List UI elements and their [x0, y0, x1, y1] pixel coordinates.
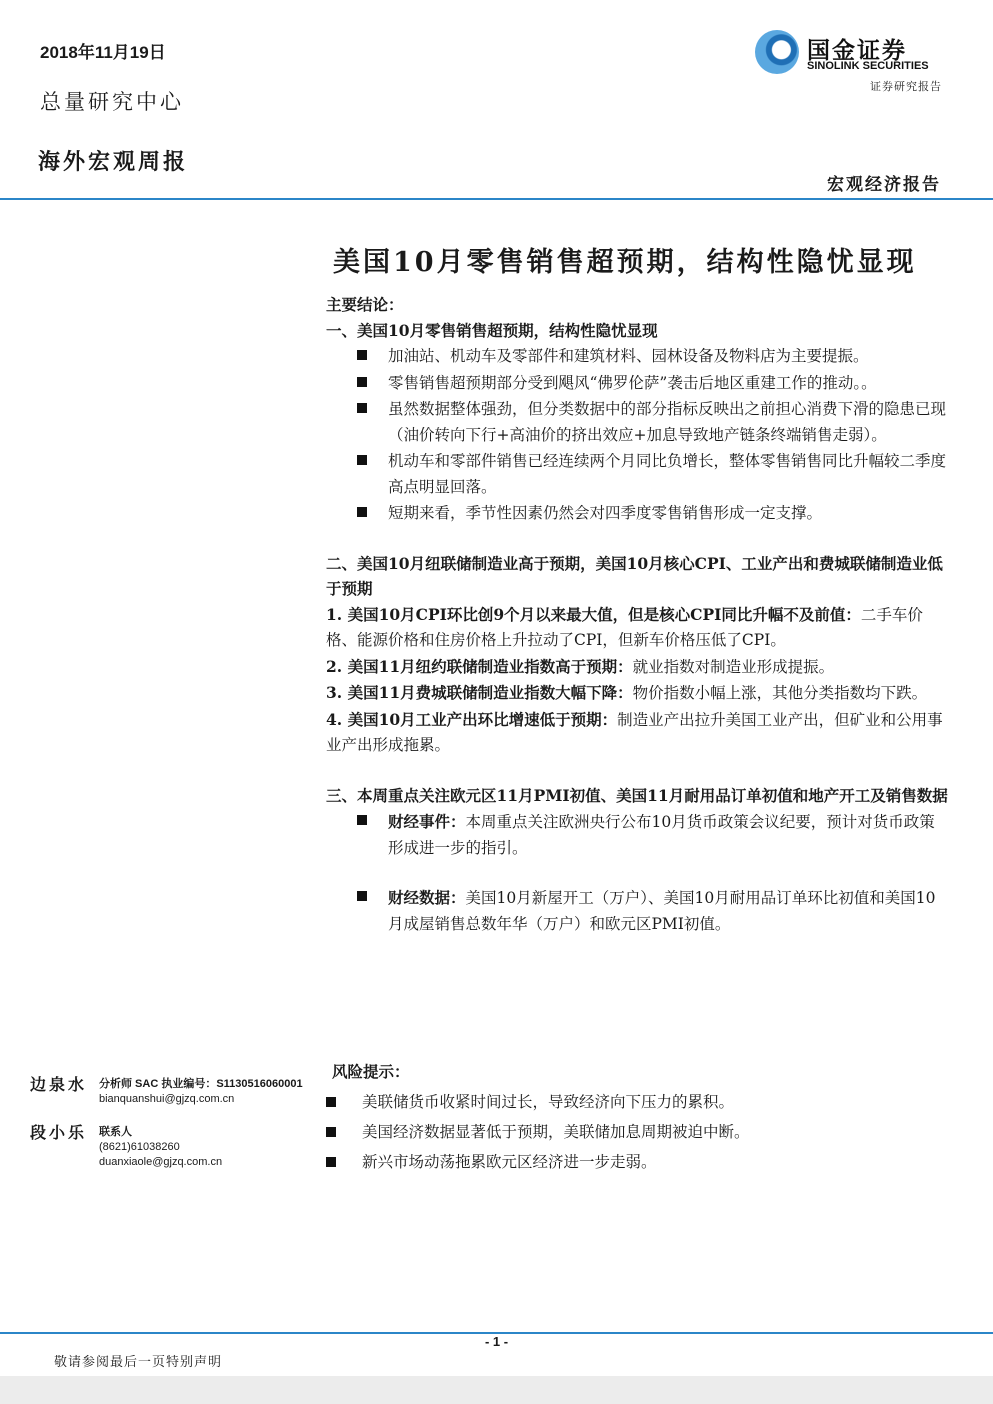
list-item: 美联储货币收紧时间过长，导致经济向下压力的累积。	[326, 1087, 948, 1117]
contact-info: 联系人 (8621)61038260 duanxiaole@gjzq.com.cn	[99, 1126, 223, 1168]
list-item: 加油站、机动车及零部件和建筑材料、园林设备及物料店为主要提振。	[326, 344, 948, 370]
list-item: 财经数据：美国10月新屋开工（万户）、美国10月耐用品订单环比初值和美国10月成屋销售总数年华（万户）和欧元区PMI初值。	[326, 885, 948, 937]
section-3-heading: 三、本周重点关注欧元区11月PMI初值、美国11月耐用品订单初值和地产开工及销售数据	[326, 785, 948, 805]
bullet-square-icon	[357, 350, 367, 360]
main-conclusions	[326, 292, 948, 937]
report-title: 美国10月零售销售超预期，结构性隐忧显现	[333, 247, 917, 278]
list-item: 1. 美国10月CPI环比创9个月以来最大值，但是核心CPI同比升幅不及前值：二手车价格、能源价格和住房价格上升拉动了CPI，但新车价格压低了CPI。	[326, 604, 923, 649]
logo-english-name: SINOLINK SECURITIES	[807, 60, 929, 72]
list-item: 3. 美国11月费城联储制造业指数大幅下降：物价指数小幅上涨，其他分类指数均下跌。	[326, 683, 928, 702]
section-1-heading: 一、美国10月零售销售超预期，结构性隐忧显现	[326, 320, 658, 340]
footer-disclaimer: 敬请参阅最后一页特别声明	[54, 1355, 223, 1370]
list-item: 4. 美国10月工业产出环比增速低于预期：制造业产出拉升美国工业产出，但矿业和公用事业产出形成拖累。	[326, 709, 943, 754]
analyst-name: 边泉水	[30, 1075, 88, 1094]
bullet-square-icon	[357, 815, 367, 825]
risk-section	[326, 1057, 948, 1177]
bullet-square-icon	[326, 1127, 336, 1137]
research-center: 总量研究中心	[40, 90, 184, 114]
list-item: 零售销售超预期部分受到飓风“佛罗伦萨”袭击后地区重建工作的推动。。	[326, 371, 948, 397]
list-item: 新兴市场动荡拖累欧元区经济进一步走弱。	[326, 1147, 948, 1177]
bullet-square-icon	[357, 455, 367, 465]
footer-band	[0, 1376, 993, 1404]
report-type: 宏观经济报告	[827, 175, 941, 195]
company-logo	[755, 30, 945, 78]
report-tag: 证券研究报告	[870, 80, 942, 93]
bullet-square-icon	[357, 403, 367, 413]
risk-title: 风险提示：	[332, 1062, 410, 1081]
section-1-bullets	[326, 344, 948, 527]
list-item: 短期来看，季节性因素仍然会对四季度零售销售形成一定支撑。	[326, 501, 948, 527]
contact-phone: (8621)61038260	[99, 1141, 180, 1153]
list-item: 2. 美国11月纽约联储制造业指数高于预期：就业指数对制造业形成提振。	[326, 656, 835, 676]
logo-emblem-icon	[755, 30, 799, 74]
bullet-square-icon	[357, 377, 367, 387]
page-number: - 1 -	[484, 1334, 509, 1349]
report-date: 2018年11月19日	[40, 43, 166, 62]
list-item: 美国经济数据显著低于预期，美联储加息周期被迫中断。	[326, 1117, 948, 1147]
list-item: 虽然数据整体强劲，但分类数据中的部分指标反映出之前担心消费下滑的隐患已现（油价转向下行+高油价的挤出效应+加息导致地产链条终端销售走弱）。	[326, 397, 948, 448]
bullet-square-icon	[357, 507, 367, 517]
analyst-info: 分析师 SAC 执业编号：S1130516060001 bianquanshui@gjzq.com.cn	[99, 1078, 303, 1105]
header-divider	[0, 198, 993, 200]
bullet-square-icon	[357, 891, 367, 901]
list-item: 财经事件：本周重点关注欧洲央行公布10月货币政策会议纪要，预计对货币政策形成进一步的指引。	[326, 809, 948, 861]
contact-email[interactable]: duanxiaole@gjzq.com.cn	[99, 1156, 223, 1168]
analyst-email[interactable]: bianquanshui@gjzq.com.cn	[99, 1093, 235, 1105]
logo-chinese-name: 国金证券	[807, 38, 907, 64]
conclusions-label: 主要结论：	[326, 295, 404, 314]
series-name: 海外宏观周报	[38, 149, 189, 175]
bullet-square-icon	[326, 1157, 336, 1167]
section-3-bullets	[326, 809, 948, 937]
list-item: 机动车和零部件销售已经连续两个月同比负增长，整体零售销售同比升幅较二季度高点明显回落。	[326, 449, 948, 500]
bullet-square-icon	[326, 1097, 336, 1107]
contact-name: 段小乐	[30, 1123, 88, 1142]
section-2-heading: 二、美国10月纽联储制造业高于预期，美国10月核心CPI、工业产出和费城联储制造业低于预期	[326, 553, 943, 598]
